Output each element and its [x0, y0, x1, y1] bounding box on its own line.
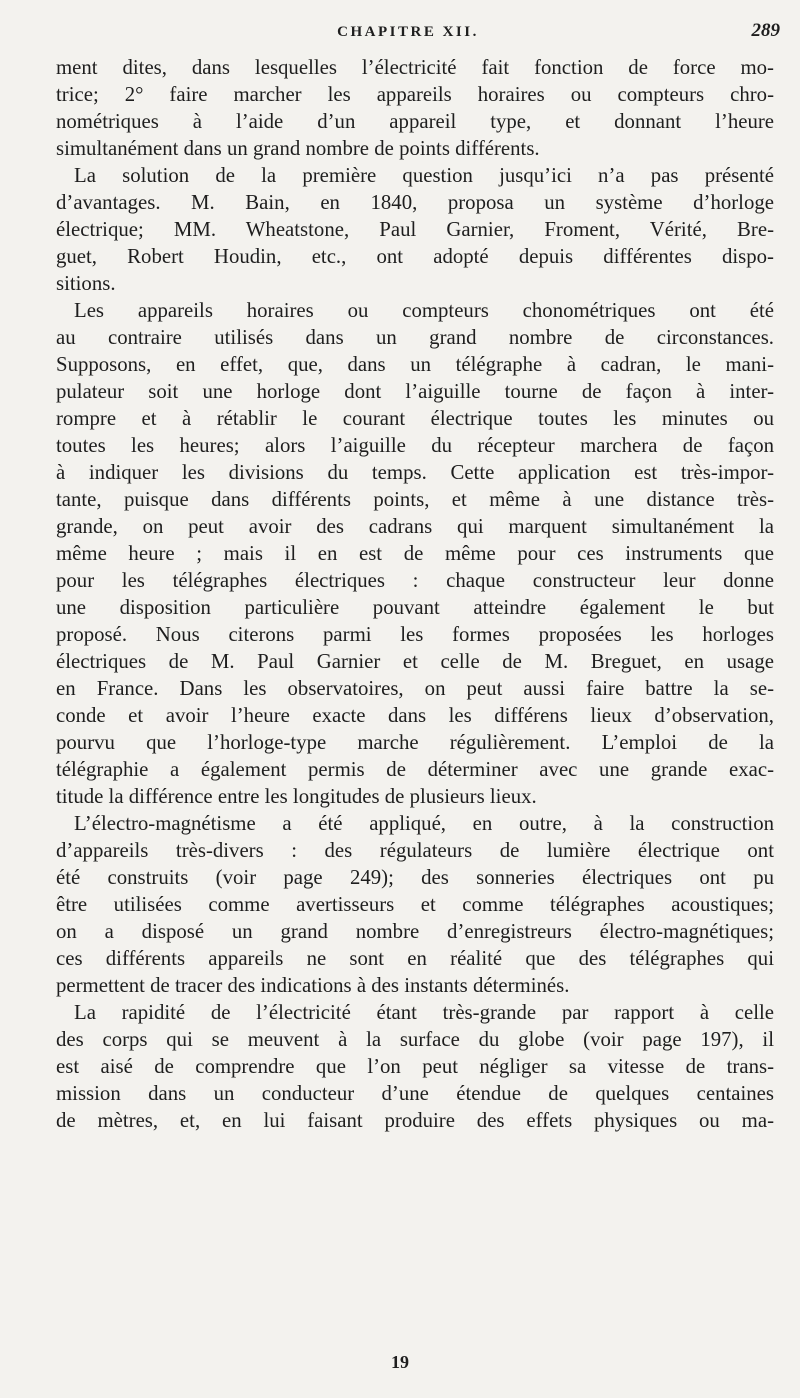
text-line: ces différents appareils ne sont en réalité que des télégraphes qui	[56, 947, 774, 970]
text-line: proposé. Nous citerons parmi les formes proposées les horloges	[56, 623, 774, 646]
text-line: conde et avoir l’heure exacte dans les différens lieux d’observation,	[56, 704, 774, 727]
text-line: L’électro-magnétisme a été appliqué, en outre, à la construction	[74, 812, 774, 835]
text-line: une disposition particulière pouvant atteindre également le but	[56, 596, 774, 619]
text-line: même heure ; mais il en est de même pour ces instruments que	[56, 542, 774, 565]
text-line: d’appareils très-divers : des régulateurs de lumière électrique ont	[56, 839, 774, 862]
text-line: être utilisées comme avertisseurs et comme télégraphes acoustiques;	[56, 893, 774, 916]
text-line: à indiquer les divisions du temps. Cette application est très-impor-	[56, 461, 774, 484]
text-line: nométriques à l’aide d’un appareil type, et donnant l’heure	[56, 110, 774, 133]
text-line: trice; 2° faire marcher les appareils horaires ou compteurs chro-	[56, 83, 774, 106]
text-line: au contraire utilisés dans un grand nombre de circonstances.	[56, 326, 774, 349]
body-text	[56, 54, 774, 1134]
text-line: mission dans un conducteur d’une étendue de quelques centaines	[56, 1082, 774, 1105]
text-line: ment dites, dans lesquelles l’électricité fait fonction de force mo-	[56, 56, 774, 79]
text-line: toutes les heures; alors l’aiguille du récepteur marchera de façon	[56, 434, 774, 457]
text-line: Supposons, en effet, que, dans un télégraphe à cadran, le mani-	[56, 353, 774, 376]
text-line: été construits (voir page 249); des sonneries électriques ont pu	[56, 866, 774, 889]
text-line: télégraphie a également permis de déterminer avec une grande exac-	[56, 758, 774, 781]
text-line: d’avantages. M. Bain, en 1840, proposa un système d’horloge	[56, 191, 774, 214]
text-line: est aisé de comprendre que l’on peut négliger sa vitesse de trans-	[56, 1055, 774, 1078]
text-line: électrique; MM. Wheatstone, Paul Garnier, Froment, Vérité, Bre-	[56, 218, 774, 241]
text-line: permettent de tracer des indications à des instants déterminés.	[56, 974, 570, 997]
page-number: 289	[751, 20, 780, 41]
text-line: simultanément dans un grand nombre de points différents.	[56, 137, 540, 160]
text-line: grande, on peut avoir des cadrans qui marquent simultanément la	[56, 515, 774, 538]
text-line: pulateur soit une horloge dont l’aiguille tourne de façon à inter-	[56, 380, 774, 403]
text-line: de mètres, et, en lui faisant produire des effets physiques ou ma-	[56, 1109, 774, 1132]
text-line: guet, Robert Houdin, etc., ont adopté depuis différentes dispo-	[56, 245, 774, 268]
signature-mark: 19	[391, 1352, 409, 1372]
text-line: tante, puisque dans différents points, et même à une distance très-	[56, 488, 774, 511]
text-line: sitions.	[56, 272, 116, 295]
text-line: des corps qui se meuvent à la surface du globe (voir page 197), il	[56, 1028, 774, 1051]
text-line: La rapidité de l’électricité étant très-grande par rapport à celle	[74, 1001, 774, 1024]
text-line: rompre et à rétablir le courant électrique toutes les minutes ou	[56, 407, 774, 430]
text-line: électriques de M. Paul Garnier et celle de M. Breguet, en usage	[56, 650, 774, 673]
text-line: Les appareils horaires ou compteurs chonométriques ont été	[74, 299, 774, 322]
text-line: on a disposé un grand nombre d’enregistreurs électro-magnétiques;	[56, 920, 774, 943]
text-line: en France. Dans les observatoires, on peut aussi faire battre la se-	[56, 677, 774, 700]
running-header	[36, 20, 780, 50]
text-line: La solution de la première question jusqu’ici n’a pas présenté	[74, 164, 774, 187]
text-line: titude la différence entre les longitudes de plusieurs lieux.	[56, 785, 537, 808]
text-line: pourvu que l’horloge-type marche régulièrement. L’emploi de la	[56, 731, 774, 754]
chapter-heading: CHAPITRE XII.	[337, 24, 479, 40]
text-line: pour les télégraphes électriques : chaque constructeur leur donne	[56, 569, 774, 592]
